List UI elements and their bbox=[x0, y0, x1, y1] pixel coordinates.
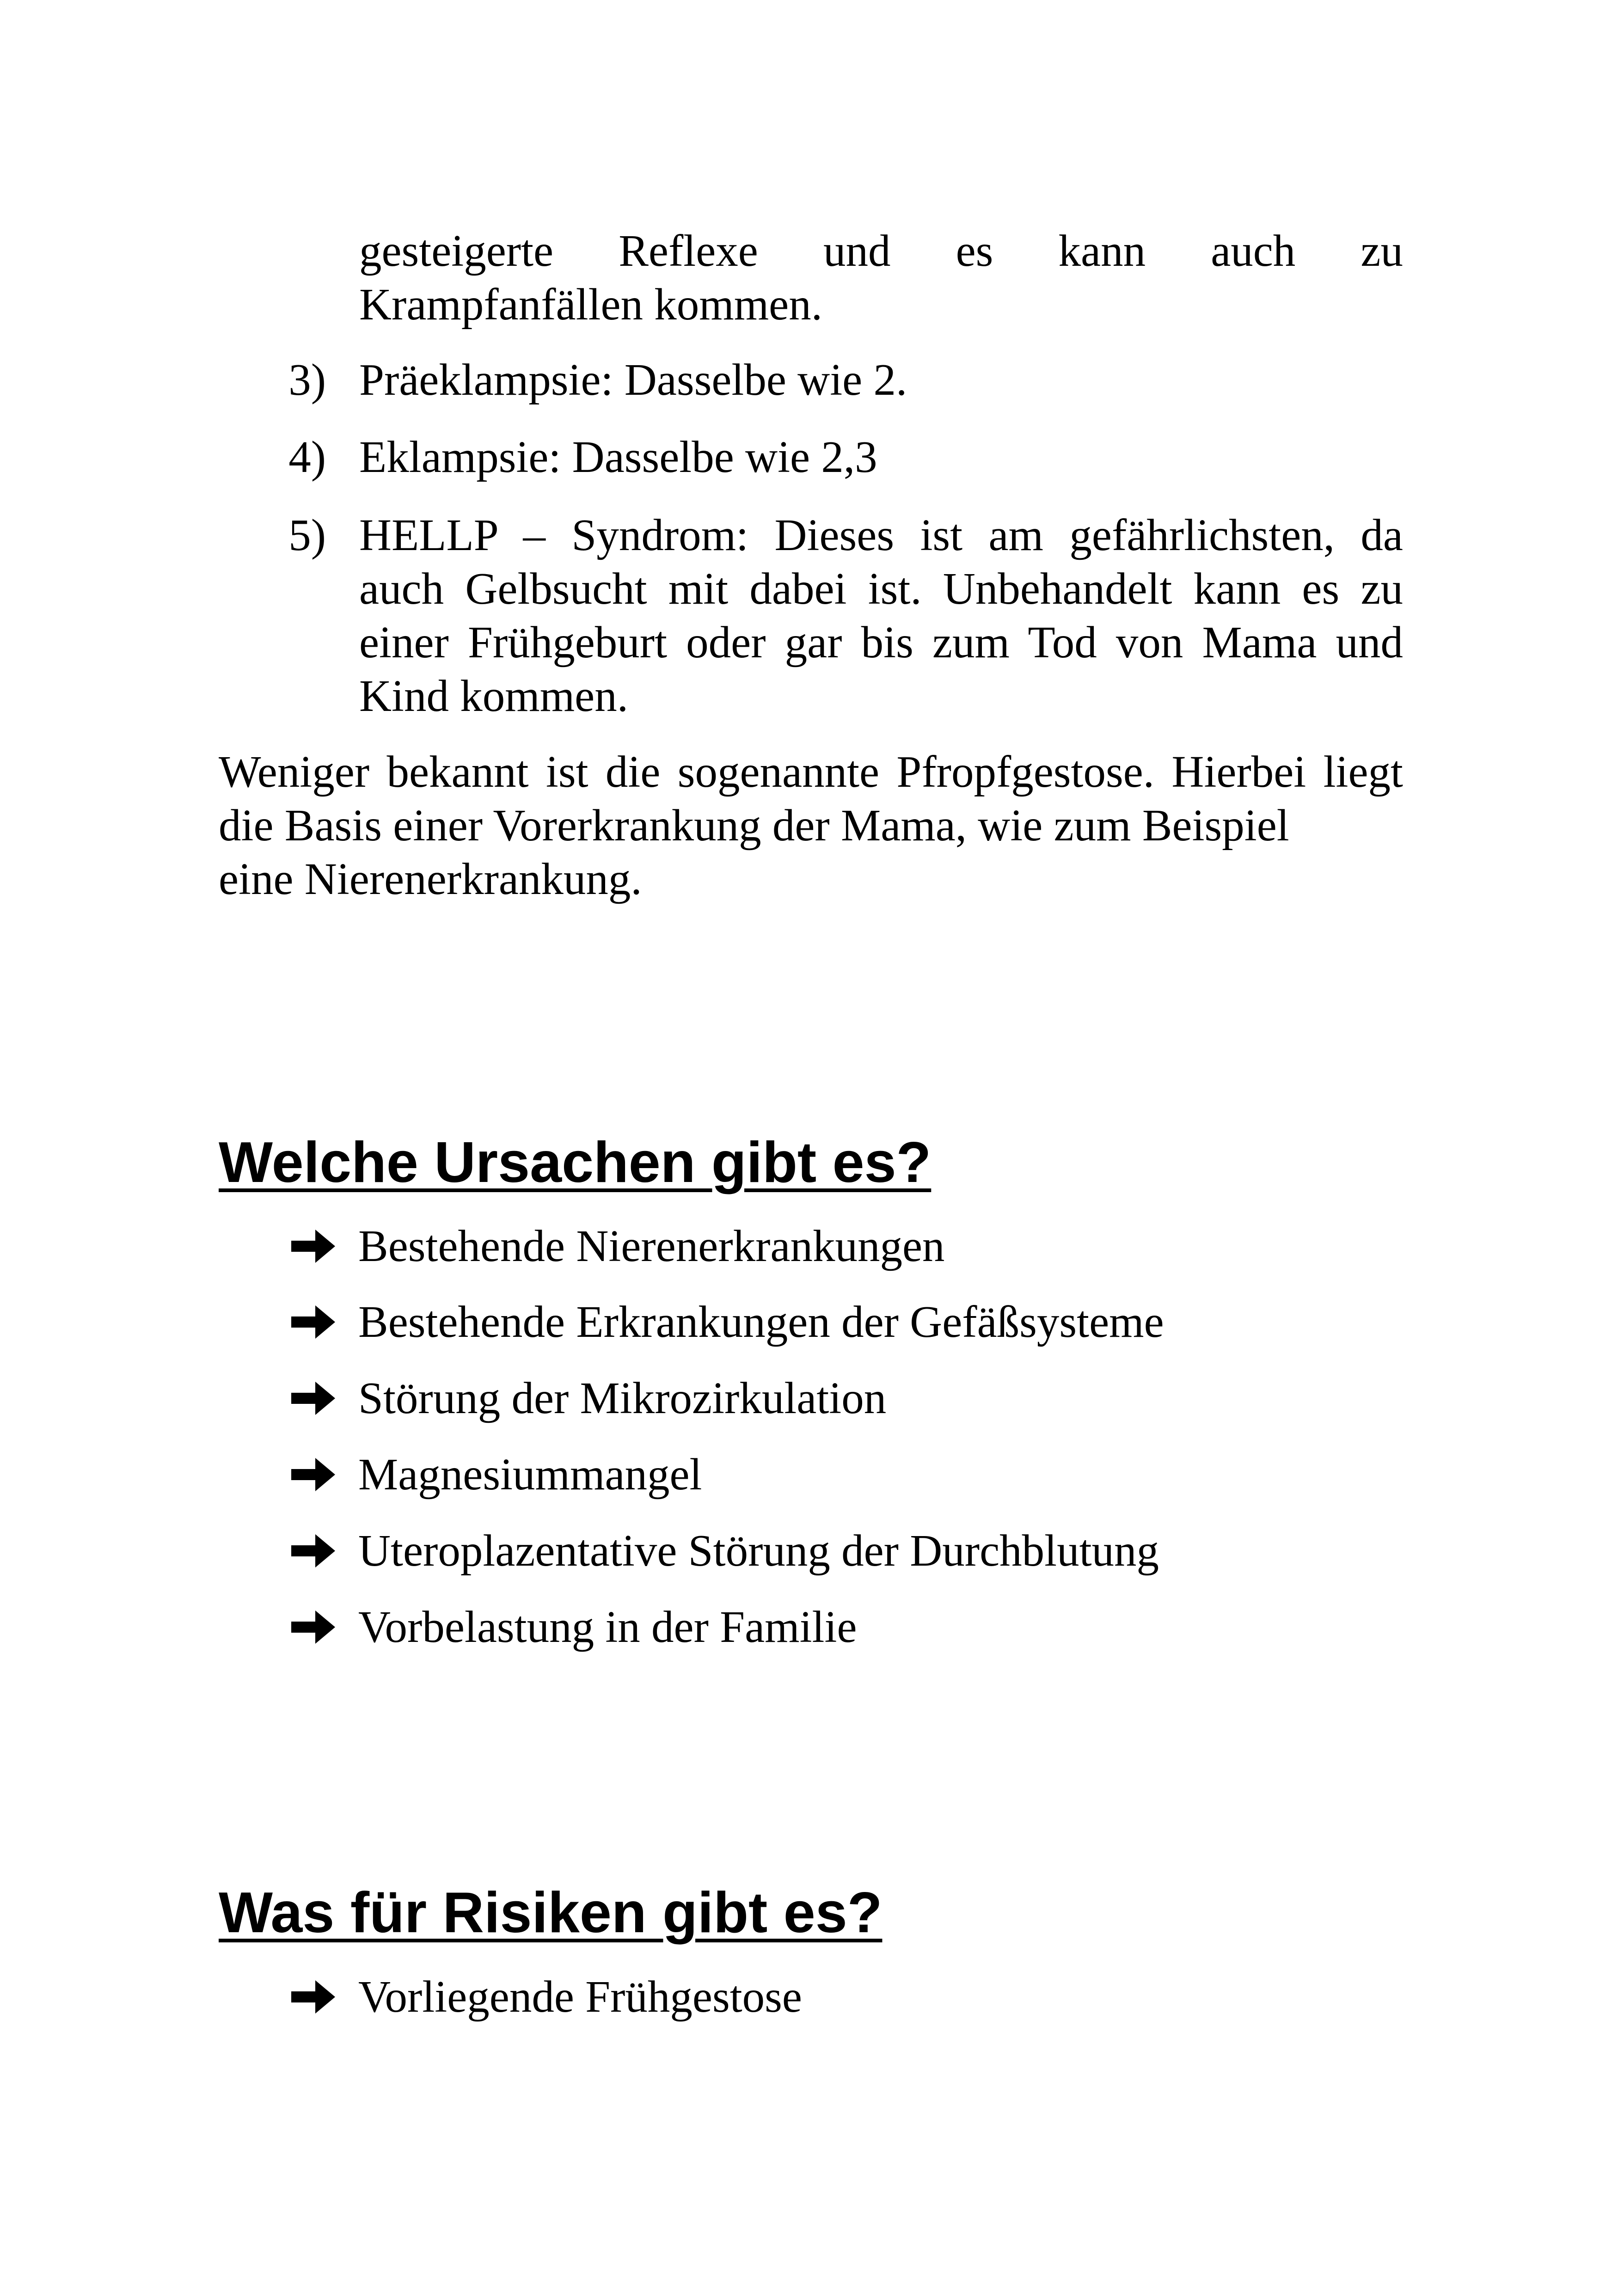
list-item-5-line-2: auch Gelbsucht mit dabei ist. Unbehandelt kann es zu bbox=[359, 564, 1403, 613]
list-item-2-line-1: gesteigerte Reflexe und es kann auch zu bbox=[359, 226, 1403, 276]
cause-item-text: Vorbelastung in der Familie bbox=[358, 1602, 857, 1652]
right-arrow-icon bbox=[291, 1456, 335, 1493]
list-item-4-text: Eklampsie: Dasselbe wie 2,3 bbox=[359, 432, 877, 482]
right-arrow-icon bbox=[291, 1532, 335, 1569]
cause-item-text: Magnesiummangel bbox=[358, 1450, 702, 1499]
risks-heading: Was für Risiken gibt es? bbox=[219, 1881, 883, 1945]
list-item-4-number: 4) bbox=[288, 432, 326, 482]
cause-item-text: Bestehende Erkrankungen der Gefäßsysteme bbox=[358, 1297, 1164, 1347]
risk-item-text: Vorliegende Frühgestose bbox=[358, 1972, 802, 2021]
cause-item-text: Uteroplazentative Störung der Durchblutung bbox=[358, 1526, 1159, 1575]
right-arrow-icon bbox=[291, 1609, 335, 1646]
paragraph-line-1: Weniger bekannt ist die sogenannte Pfropfgestose. Hierbei liegt bbox=[219, 747, 1403, 796]
right-arrow-icon bbox=[291, 1228, 335, 1265]
right-arrow-icon bbox=[291, 1380, 335, 1417]
list-item-5-line-3: einer Frühgeburt oder gar bis zum Tod von Mama und bbox=[359, 618, 1403, 667]
list-item-2-line-2: Krampfanfällen kommen. bbox=[359, 280, 822, 329]
paragraph-line-2: die Basis einer Vorerkrankung der Mama, wie zum Beispiel bbox=[219, 801, 1289, 850]
list-item-5-line-1: HELLP – Syndrom: Dieses ist am gefährlichsten, da bbox=[359, 510, 1403, 560]
list-item-3-number: 3) bbox=[288, 355, 326, 404]
cause-item-text: Bestehende Nierenerkrankungen bbox=[358, 1221, 945, 1271]
causes-heading: Welche Ursachen gibt es? bbox=[219, 1131, 932, 1194]
right-arrow-icon bbox=[291, 1304, 335, 1341]
list-item-5-line-4: Kind kommen. bbox=[359, 671, 628, 721]
list-item-5-number: 5) bbox=[288, 510, 326, 560]
right-arrow-icon bbox=[291, 1978, 335, 2015]
paragraph-line-3: eine Nierenerkrankung. bbox=[219, 854, 642, 904]
list-item-3-text: Präeklampsie: Dasselbe wie 2. bbox=[359, 355, 907, 404]
cause-item-text: Störung der Mikrozirkulation bbox=[358, 1373, 887, 1423]
